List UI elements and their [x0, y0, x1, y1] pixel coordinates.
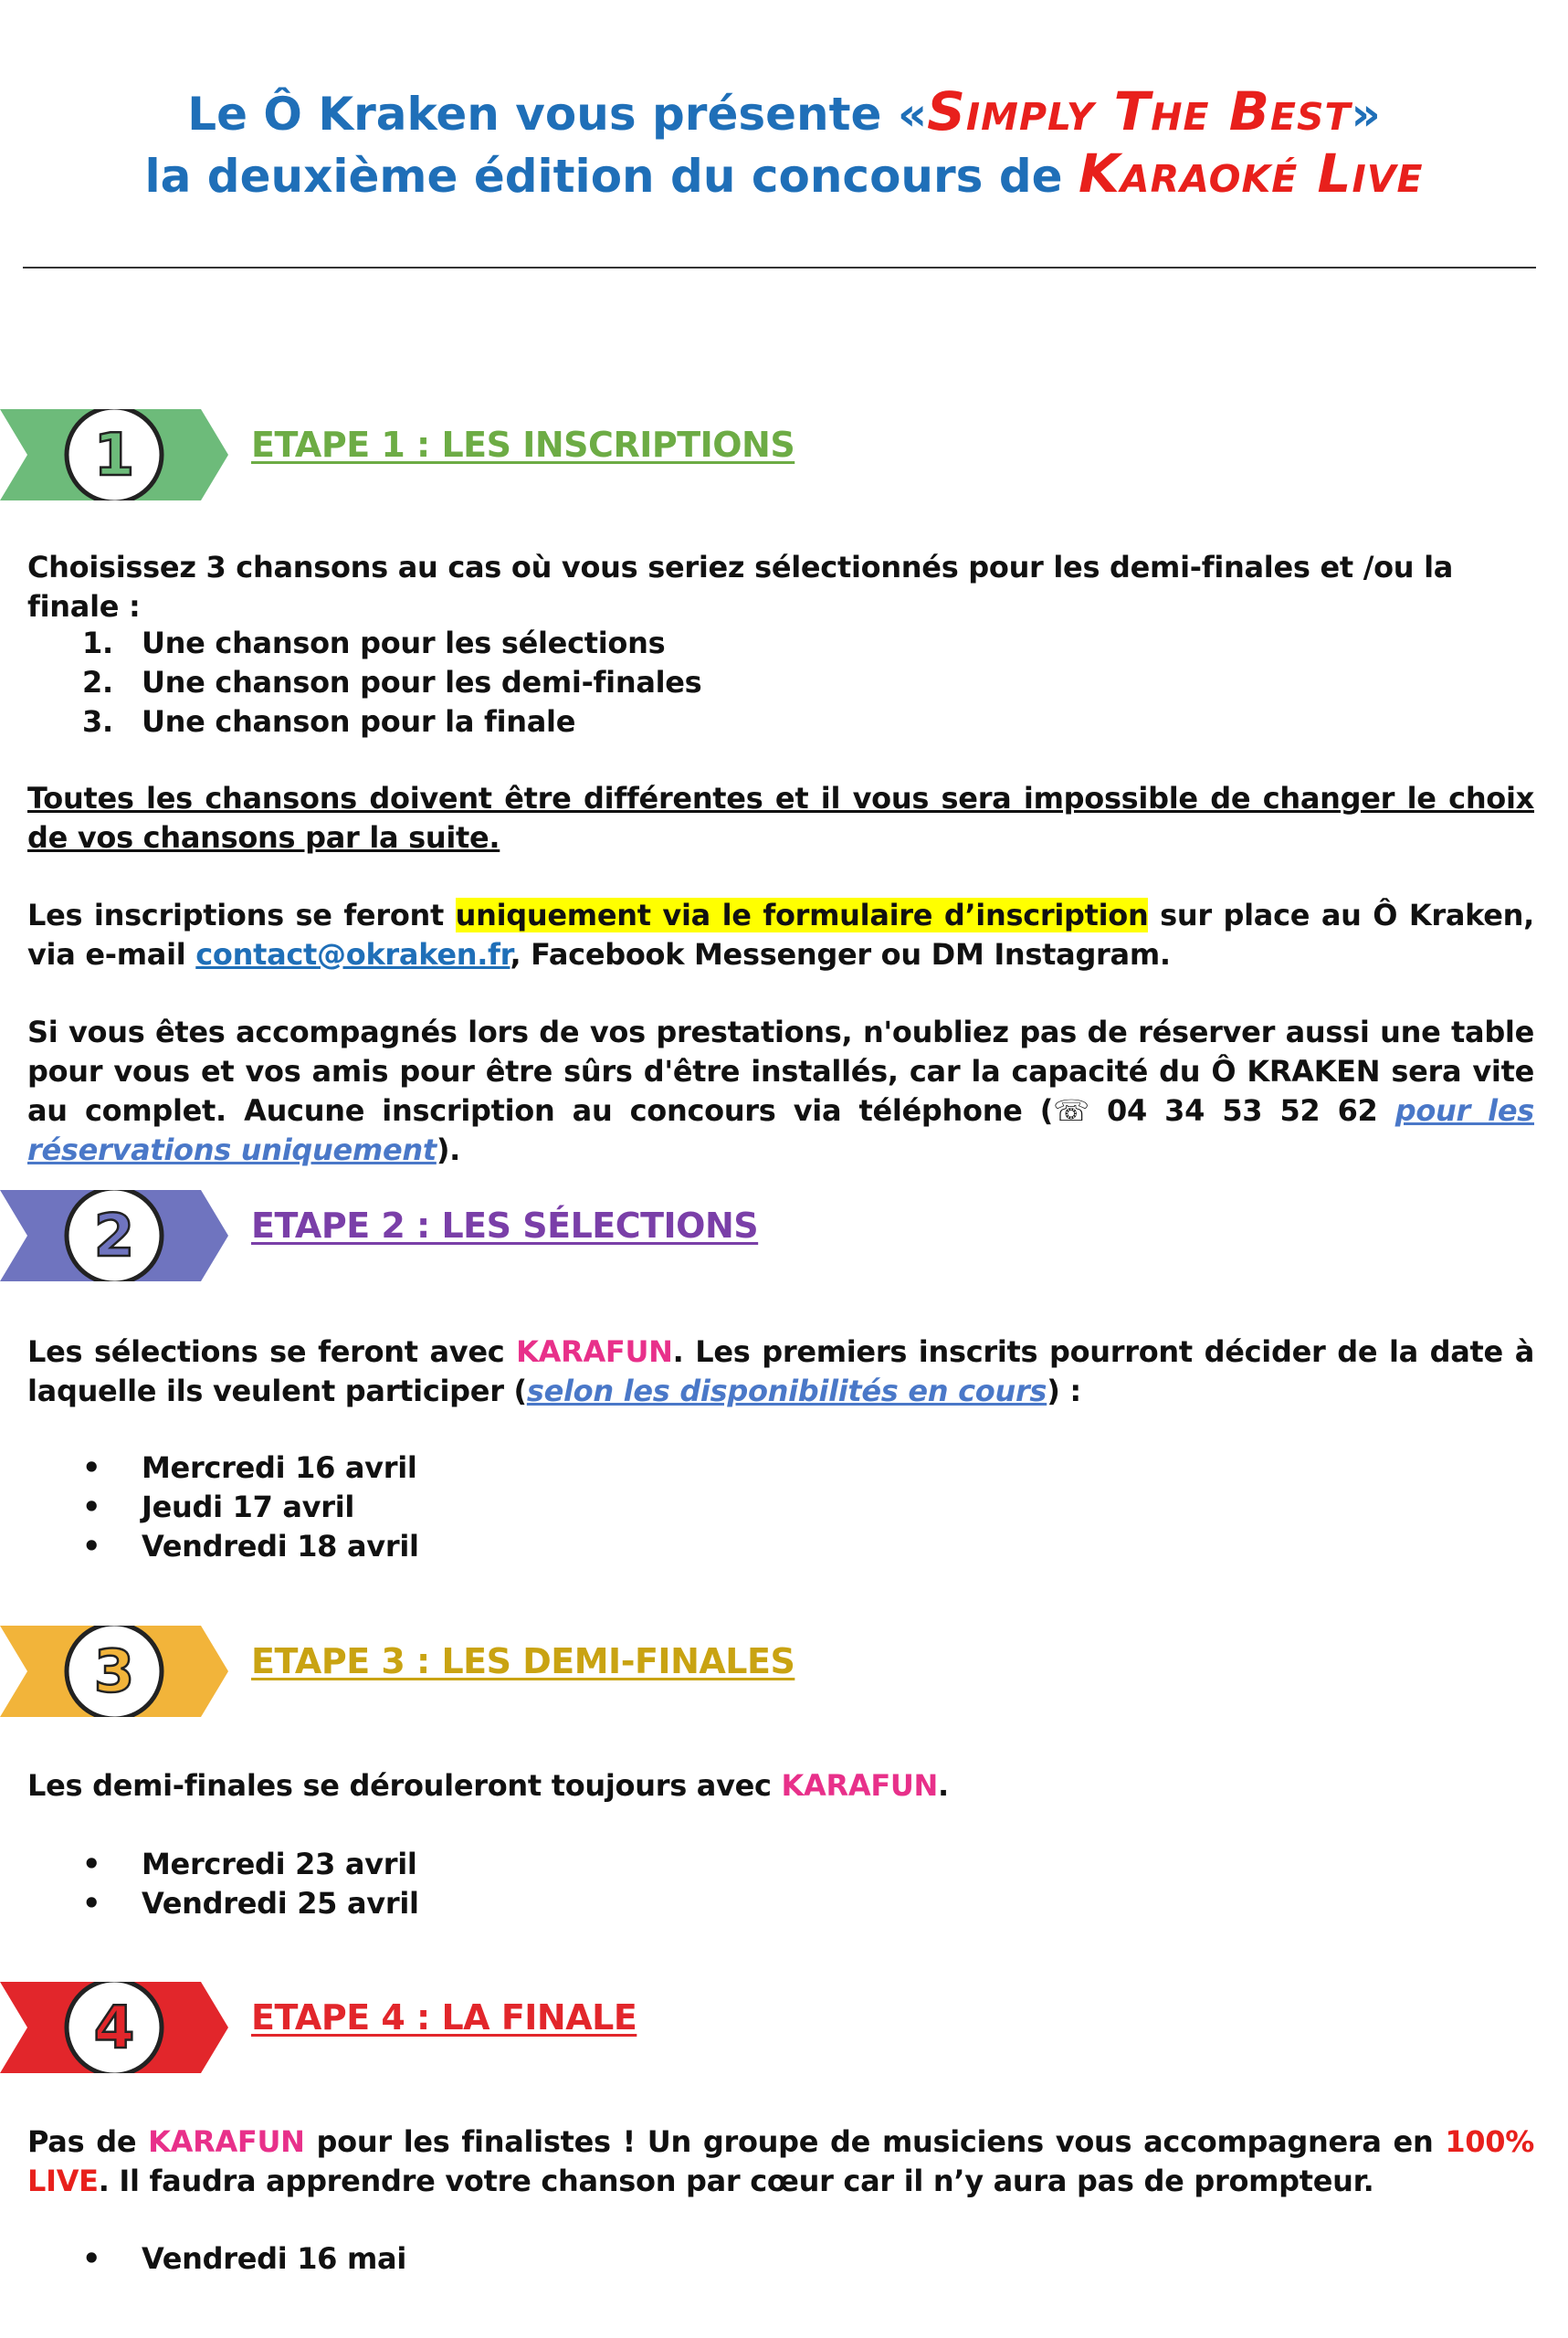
karafun-label: KARAFUN [516, 1334, 673, 1369]
step-1-number: 1 [93, 422, 135, 490]
step-2-number: 2 [93, 1203, 135, 1270]
date-list-item: • Mercredi 16 avril [82, 1450, 417, 1485]
karafun-label: KARAFUN [781, 1768, 939, 1803]
step-1-inscription-info: Les inscriptions se feront uniquement via le formulaire d’inscription sur place au Ô Kraken, via e-mail contact@okraken.fr, Facebook Messenger ou DM Instagram. [27, 898, 1535, 972]
header-line-2 [0, 142, 1568, 207]
highlighted-form-text: uniquement via le formulaire d’inscription [455, 898, 1149, 932]
step-4-title: ETAPE 4 : LA FINALE [251, 1997, 637, 2038]
song-list-item: 1. Une chanson pour les sélections [82, 626, 666, 660]
step-4-text: Pas de KARAFUN pour les finalistes ! Un groupe de musiciens vous accompagnera en 100% LIVE. Il faudra apprendre votre chanson par cœur car il n’y aura pas de prompteur. [27, 2124, 1535, 2198]
phone-number: ☏ 04 34 53 52 62 [1053, 1093, 1378, 1128]
step-2-text: Les sélections se feront avec KARAFUN. Les premiers inscrits pourront décider de la date à laquelle ils veulent participer (selon les disponibilités en cours) : [27, 1334, 1534, 1408]
step-2-title: ETAPE 2 : LES SÉLECTIONS [251, 1206, 759, 1246]
date-list-item: • Mercredi 23 avril [82, 1847, 417, 1881]
header-line-1 [0, 80, 1568, 145]
step-1-rule-notice: Toutes les chansons doivent être différentes et il vous sera impossible de changer le choix de vos chansons par la suite. [27, 781, 1534, 855]
reservations-link[interactable]: pour les réservations uniquement [27, 1093, 1534, 1167]
date-list-item: • Jeudi 17 avril [82, 1490, 355, 1524]
header-prefix: Le Ô Kraken vous présente « [187, 88, 928, 141]
header-suffix: » [1351, 88, 1381, 141]
availability-link[interactable]: selon les disponibilités en cours [526, 1374, 1047, 1408]
step-3-badge-icon [0, 1626, 228, 1717]
date-list-item: • Vendredi 25 avril [82, 1886, 419, 1921]
song-list-item: 3. Une chanson pour la finale [82, 704, 576, 739]
date-list-item: • Vendredi 16 mai [82, 2241, 406, 2276]
header-event-name: Simply The Best [927, 80, 1352, 142]
step-2-badge-icon [0, 1190, 228, 1281]
karafun-label: KARAFUN [148, 2124, 305, 2159]
header-karaoke-live: Karaoké Live [1078, 142, 1424, 205]
step-1-accompanied-info: Si vous êtes accompagnés lors de vos prestations, n'oubliez pas de réserver aussi une table pour vous et vos amis pour être sûrs d'être installés, car la capacité du Ô KRAKEN sera vite au complet. Aucune inscription au concours via téléphone (☏ 04 34 53 52 62 pour les réservations uniquement). [27, 1015, 1534, 1167]
live-label: 100% LIVE [27, 2124, 1535, 2198]
step-1-intro: Choisissez 3 chansons au cas où vous seriez sélectionnés pour les demi-finales et /ou la finale : [27, 550, 1454, 624]
song-list-item: 2. Une chanson pour les demi-finales [82, 665, 702, 700]
email-link[interactable]: contact@okraken.fr [195, 937, 510, 972]
step-1-title: ETAPE 1 : LES INSCRIPTIONS [251, 425, 795, 465]
step-3-title: ETAPE 3 : LES DEMI-FINALES [251, 1641, 795, 1681]
date-list-item: • Vendredi 18 avril [82, 1529, 419, 1564]
step-4-badge-icon [0, 1982, 228, 2073]
step-3-text: Les demi-finales se dérouleront toujours avec KARAFUN. [27, 1768, 949, 1803]
step-3-number: 3 [93, 1638, 135, 1706]
step-4-number: 4 [93, 1995, 135, 2062]
header-prefix-2: la deuxième édition du concours de [144, 150, 1063, 203]
header-divider [23, 267, 1536, 269]
step-1-badge-icon [0, 409, 228, 500]
